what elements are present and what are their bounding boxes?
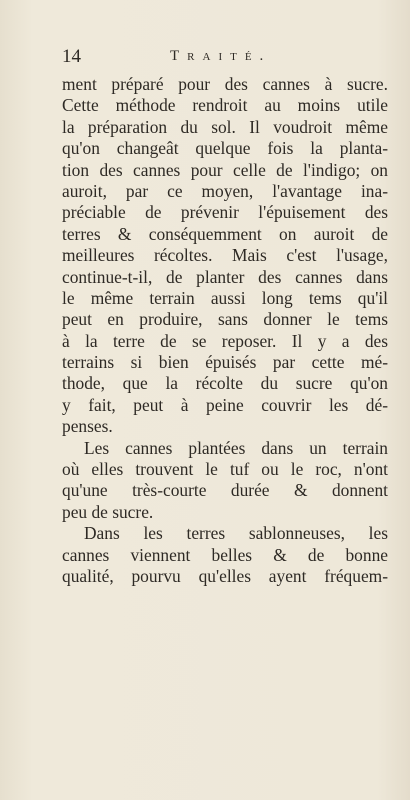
text-line: le même terrain aussi long tems qu'il: [62, 287, 388, 308]
body-text: [62, 74, 388, 587]
text-line: peu de sucre.: [62, 501, 154, 522]
text-line: qu'une très-courte durée & donnent: [62, 480, 388, 501]
text-line: qu'on changeât quelque fois la planta-: [62, 138, 388, 159]
text-line: tion des cannes pour celle de l'indigo; on: [62, 159, 388, 180]
text-line: terres & conséquemment on auroit de: [62, 223, 388, 244]
text-line: qualité, pourvu qu'elles ayent fréquem-: [62, 565, 388, 586]
text-line: y fait, peut à peine couvrir les dé-: [62, 394, 388, 415]
text-line: terrains si bien épuisés par cette mé-: [62, 352, 388, 373]
page-number: 14: [62, 46, 81, 67]
text-line: à la terre de se reposer. Il y a des: [62, 330, 388, 351]
text-line: thode, que la récolte du sucre qu'on: [62, 373, 388, 394]
paragraph-start-line: Les cannes plantées dans un terrain: [84, 437, 388, 458]
text-line: ment préparé pour des cannes à sucre.: [62, 74, 388, 94]
running-title: Traité.: [170, 48, 272, 64]
text-line: penses.: [62, 416, 113, 437]
text-line: préciable de prévenir l'épuisement des: [62, 202, 388, 223]
text-line: auroit, par ce moyen, l'avantage ina-: [62, 180, 388, 201]
text-line: où elles trouvent le tuf ou le roc, n'ont: [62, 459, 388, 480]
text-line: la préparation du sol. Il voudroit même: [62, 116, 388, 137]
text-line: meilleures récoltes. Mais c'est l'usage,: [62, 245, 388, 266]
text-line: peut en produire, sans donner le tems: [62, 309, 388, 330]
text-line: cannes viennent belles & de bonne: [62, 544, 388, 565]
text-line: Cette méthode rendroit au moins utile: [62, 95, 388, 116]
page-header: [60, 40, 360, 68]
paragraph-start-line: Dans les terres sablonneuses, les: [84, 523, 388, 544]
text-line: continue-t-il, de planter des cannes dans: [62, 266, 388, 287]
